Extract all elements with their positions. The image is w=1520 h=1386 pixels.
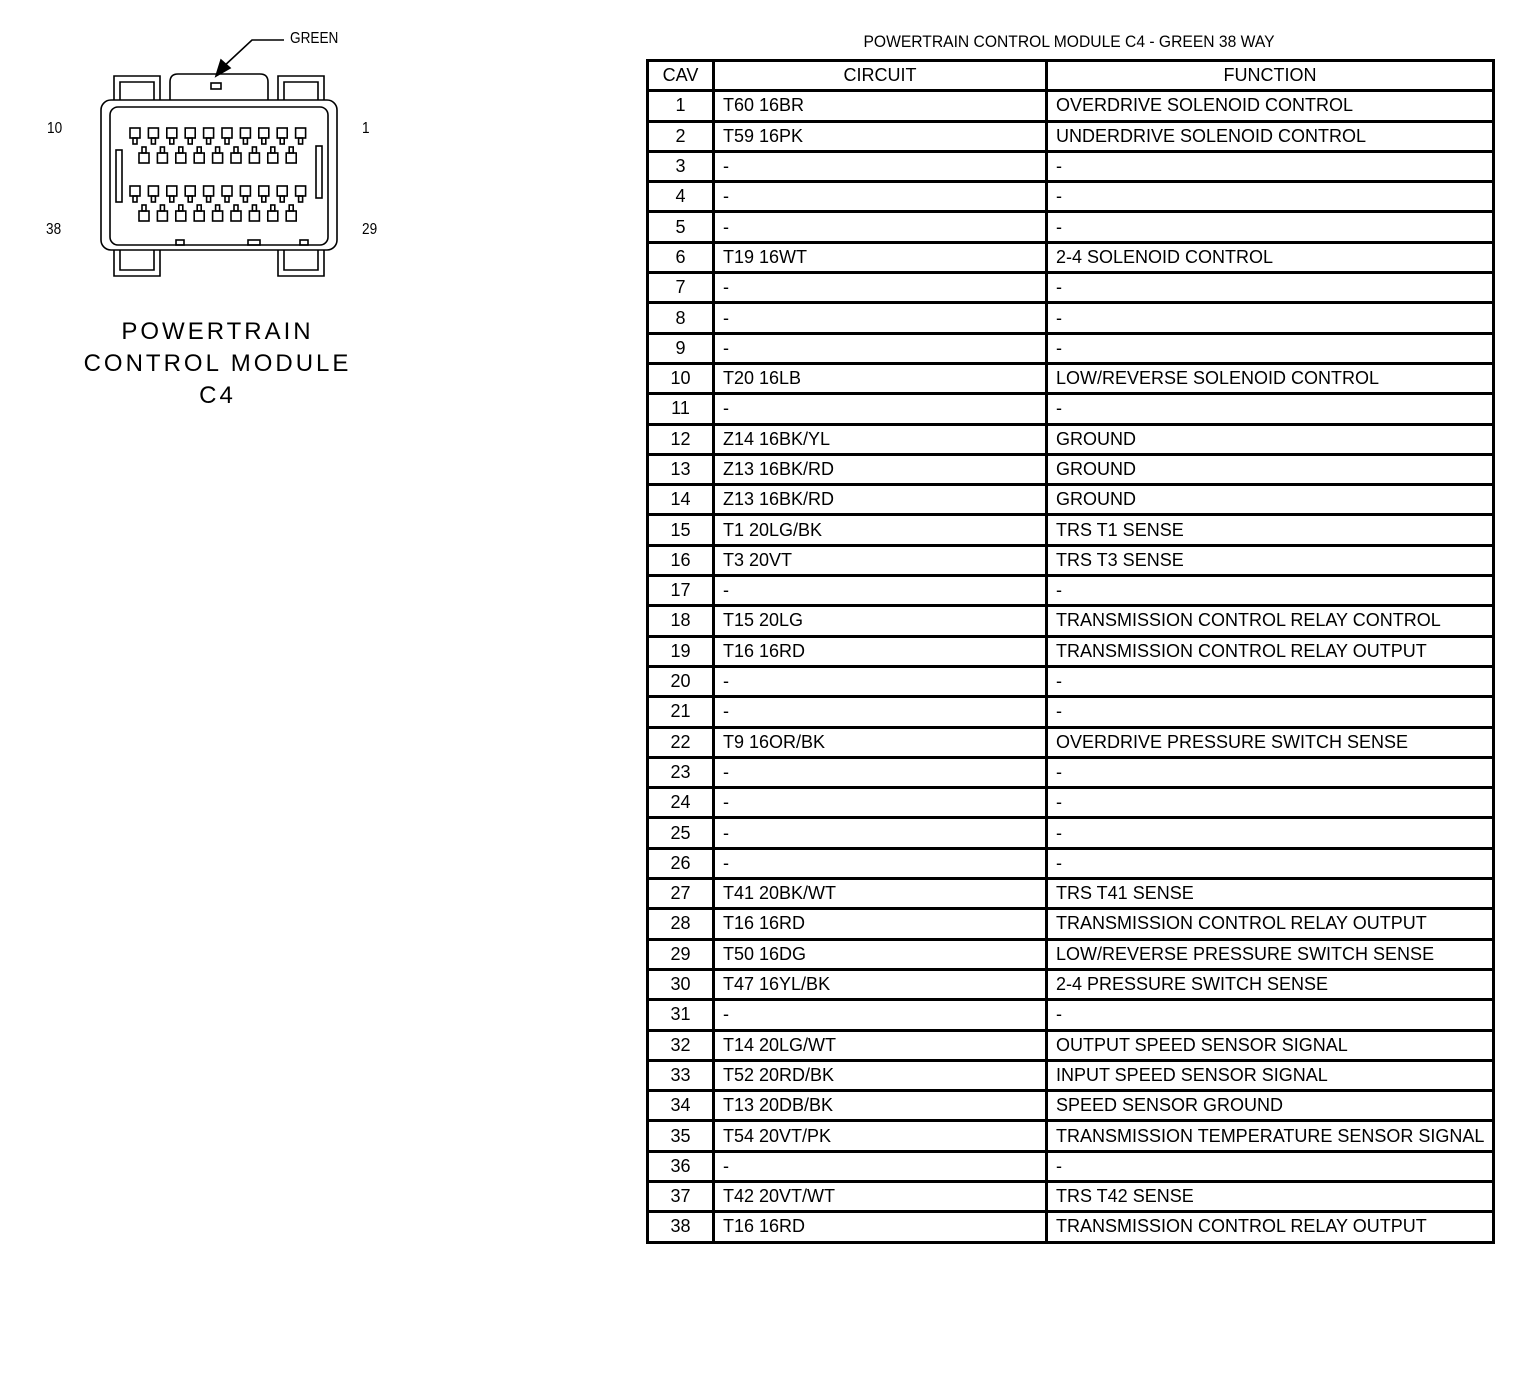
function-cell: - <box>1047 182 1494 212</box>
cav-cell: 17 <box>648 576 714 606</box>
pin-label-top-right: 1 <box>362 120 370 137</box>
connector-title-line-1: POWERTRAIN <box>121 318 314 345</box>
table-row <box>648 636 1494 666</box>
pin-cavity-terminal <box>243 138 247 144</box>
pin-cavity-terminal <box>160 205 164 211</box>
circuit-cell: Z13 16BK/RD <box>714 454 1047 484</box>
connector-tab <box>114 250 160 276</box>
pin-cavity <box>286 211 296 221</box>
pin-cavity <box>194 211 204 221</box>
pin-cavity <box>204 128 214 138</box>
circuit-cell: - <box>714 697 1047 727</box>
pin-cavity <box>277 186 287 196</box>
pin-cavity-terminal <box>188 138 192 144</box>
table-row <box>648 1151 1494 1181</box>
pin-cavity-terminal <box>216 205 220 211</box>
cav-cell: 27 <box>648 879 714 909</box>
table-row <box>648 91 1494 121</box>
circuit-cell: - <box>714 151 1047 181</box>
pin-cavity-terminal <box>188 196 192 202</box>
cav-cell: 38 <box>648 1212 714 1242</box>
cav-cell: 28 <box>648 909 714 939</box>
pin-cavity-terminal <box>142 147 146 153</box>
connector-title-line-3: C4 <box>199 382 236 409</box>
pinout-table-body <box>648 91 1494 1242</box>
pin-cavity <box>167 128 177 138</box>
table-row <box>648 576 1494 606</box>
pin-cavity <box>204 186 214 196</box>
cav-cell: 31 <box>648 1000 714 1030</box>
pin-cavity-terminal <box>252 147 256 153</box>
cav-cell: 33 <box>648 1060 714 1090</box>
pin-cavity <box>277 128 287 138</box>
circuit-cell: T47 16YL/BK <box>714 969 1047 999</box>
function-cell: - <box>1047 848 1494 878</box>
table-row <box>648 606 1494 636</box>
pin-cavity-terminal <box>262 196 266 202</box>
connector-color-label: GREEN <box>290 30 339 47</box>
pin-cavity-terminal <box>151 196 155 202</box>
function-cell: GROUND <box>1047 424 1494 454</box>
pin-cavity <box>213 153 223 163</box>
table-header-row <box>648 61 1494 91</box>
pin-cavity-terminal <box>207 138 211 144</box>
pin-cavity <box>259 128 269 138</box>
pin-cavity <box>296 128 306 138</box>
pin-cavity <box>296 186 306 196</box>
table-row <box>648 1060 1494 1090</box>
table-row <box>648 697 1494 727</box>
cav-cell: 24 <box>648 788 714 818</box>
color-leader-line <box>222 40 284 68</box>
function-cell: LOW/REVERSE SOLENOID CONTROL <box>1047 363 1494 393</box>
cav-cell: 1 <box>648 91 714 121</box>
circuit-cell: - <box>714 394 1047 424</box>
pin-cavity-terminal <box>179 147 183 153</box>
pin-cavity-terminal <box>197 147 201 153</box>
pin-cavity-terminal <box>225 196 229 202</box>
function-cell: LOW/REVERSE PRESSURE SWITCH SENSE <box>1047 939 1494 969</box>
pin-label-top-left: 10 <box>47 120 63 137</box>
pin-cavity-terminal <box>151 138 155 144</box>
pin-cavity-terminal <box>179 205 183 211</box>
cav-cell: 10 <box>648 363 714 393</box>
table-row <box>648 969 1494 999</box>
circuit-cell: T3 20VT <box>714 545 1047 575</box>
connector-tab <box>120 250 154 270</box>
table-row <box>648 1121 1494 1151</box>
pin-cavity-terminal <box>160 147 164 153</box>
cav-cell: 26 <box>648 848 714 878</box>
pin-cavity-terminal <box>271 147 275 153</box>
function-cell: - <box>1047 576 1494 606</box>
pin-cavity-terminal <box>170 196 174 202</box>
table-row <box>648 818 1494 848</box>
table-row <box>648 273 1494 303</box>
function-cell: GROUND <box>1047 485 1494 515</box>
table-row <box>648 424 1494 454</box>
table-row <box>648 242 1494 272</box>
pin-cavity <box>231 211 241 221</box>
cav-cell: 4 <box>648 182 714 212</box>
pin-label-bottom-left: 38 <box>46 221 62 238</box>
connector-tab <box>278 250 324 276</box>
cav-cell: 6 <box>648 242 714 272</box>
connector-tab <box>284 82 318 100</box>
circuit-cell: - <box>714 333 1047 363</box>
cav-cell: 7 <box>648 273 714 303</box>
connector-title-line-2: CONTROL MODULE <box>83 350 352 377</box>
function-cell: - <box>1047 788 1494 818</box>
function-cell: 2-4 PRESSURE SWITCH SENSE <box>1047 969 1494 999</box>
function-cell: - <box>1047 394 1494 424</box>
circuit-cell: T50 16DG <box>714 939 1047 969</box>
connector-notch <box>300 240 308 245</box>
function-cell: 2-4 SOLENOID CONTROL <box>1047 242 1494 272</box>
circuit-cell: T52 20RD/BK <box>714 1060 1047 1090</box>
cav-cell: 16 <box>648 545 714 575</box>
table-row <box>648 1030 1494 1060</box>
cav-cell: 2 <box>648 121 714 151</box>
table-row <box>648 363 1494 393</box>
circuit-cell: T13 20DB/BK <box>714 1091 1047 1121</box>
function-cell: - <box>1047 697 1494 727</box>
pin-cavity <box>222 128 232 138</box>
circuit-cell: T16 16RD <box>714 1212 1047 1242</box>
pin-cavity-terminal <box>225 138 229 144</box>
table-row <box>648 879 1494 909</box>
table-row <box>648 1000 1494 1030</box>
circuit-cell: - <box>714 273 1047 303</box>
cav-cell: 35 <box>648 1121 714 1151</box>
pin-cavity <box>231 153 241 163</box>
pin-cavity <box>222 186 232 196</box>
pin-cavity <box>176 153 186 163</box>
table-row <box>648 757 1494 787</box>
pin-cavity <box>268 211 278 221</box>
circuit-cell: T20 16LB <box>714 363 1047 393</box>
function-cell: GROUND <box>1047 454 1494 484</box>
circuit-cell: T15 20LG <box>714 606 1047 636</box>
pin-cavity-terminal <box>133 138 137 144</box>
pin-cavity <box>139 153 149 163</box>
function-cell: UNDERDRIVE SOLENOID CONTROL <box>1047 121 1494 151</box>
connector-side-guide <box>116 150 122 202</box>
function-cell: - <box>1047 212 1494 242</box>
function-cell: INPUT SPEED SENSOR SIGNAL <box>1047 1060 1494 1090</box>
pin-cavity <box>194 153 204 163</box>
header-function: FUNCTION <box>1047 61 1494 91</box>
connector-side-guide <box>316 146 322 198</box>
function-cell: OVERDRIVE PRESSURE SWITCH SENSE <box>1047 727 1494 757</box>
function-cell: TRS T42 SENSE <box>1047 1181 1494 1211</box>
cav-cell: 15 <box>648 515 714 545</box>
cav-cell: 37 <box>648 1181 714 1211</box>
pin-cavity <box>167 186 177 196</box>
function-cell: - <box>1047 757 1494 787</box>
circuit-cell: - <box>714 576 1047 606</box>
circuit-cell: - <box>714 666 1047 696</box>
circuit-cell: - <box>714 818 1047 848</box>
function-cell: TRS T1 SENSE <box>1047 515 1494 545</box>
connector-tab <box>114 76 160 100</box>
pin-cavity <box>249 211 259 221</box>
circuit-cell: T1 20LG/BK <box>714 515 1047 545</box>
table-row <box>648 333 1494 363</box>
pin-cavity <box>213 211 223 221</box>
connector-notch <box>176 240 184 245</box>
pin-cavity <box>249 153 259 163</box>
function-cell: - <box>1047 333 1494 363</box>
pin-cavity-terminal <box>216 147 220 153</box>
pin-cavity <box>286 153 296 163</box>
function-cell: - <box>1047 273 1494 303</box>
cav-cell: 34 <box>648 1091 714 1121</box>
connector-key <box>211 83 221 89</box>
pin-cavity <box>157 211 167 221</box>
pin-cavity-terminal <box>280 138 284 144</box>
cav-cell: 20 <box>648 666 714 696</box>
pin-cavity-terminal <box>252 205 256 211</box>
circuit-cell: T9 16OR/BK <box>714 727 1047 757</box>
circuit-cell: - <box>714 788 1047 818</box>
table-row <box>648 848 1494 878</box>
function-cell: - <box>1047 1000 1494 1030</box>
cav-cell: 30 <box>648 969 714 999</box>
pin-cavity <box>130 128 140 138</box>
pin-cavity-terminal <box>289 147 293 153</box>
circuit-cell: - <box>714 1000 1047 1030</box>
circuit-cell: Z14 16BK/YL <box>714 424 1047 454</box>
pin-cavity-terminal <box>234 147 238 153</box>
table-row <box>648 727 1494 757</box>
pin-cavity <box>259 186 269 196</box>
table-row <box>648 1181 1494 1211</box>
cav-cell: 32 <box>648 1030 714 1060</box>
pin-cavity-terminal <box>280 196 284 202</box>
cav-cell: 23 <box>648 757 714 787</box>
pin-cavity <box>139 211 149 221</box>
table-row <box>648 303 1494 333</box>
pin-cavity-terminal <box>289 205 293 211</box>
circuit-cell: - <box>714 848 1047 878</box>
table-row <box>648 151 1494 181</box>
pin-cavity-terminal <box>133 196 137 202</box>
circuit-cell: - <box>714 1151 1047 1181</box>
connector-notch <box>248 240 260 245</box>
pin-cavity <box>157 153 167 163</box>
circuit-cell: T14 20LG/WT <box>714 1030 1047 1060</box>
function-cell: - <box>1047 666 1494 696</box>
table-row <box>648 454 1494 484</box>
function-cell: TRANSMISSION CONTROL RELAY OUTPUT <box>1047 636 1494 666</box>
pin-cavity-terminal <box>207 196 211 202</box>
table-row <box>648 788 1494 818</box>
table-row <box>648 121 1494 151</box>
table-row <box>648 394 1494 424</box>
circuit-cell: T59 16PK <box>714 121 1047 151</box>
cav-cell: 18 <box>648 606 714 636</box>
cav-cell: 21 <box>648 697 714 727</box>
function-cell: OUTPUT SPEED SENSOR SIGNAL <box>1047 1030 1494 1060</box>
connector-tab <box>278 76 324 100</box>
cav-cell: 36 <box>648 1151 714 1181</box>
function-cell: TRANSMISSION CONTROL RELAY OUTPUT <box>1047 1212 1494 1242</box>
table-row <box>648 939 1494 969</box>
cav-cell: 19 <box>648 636 714 666</box>
circuit-cell: - <box>714 757 1047 787</box>
pin-cavity <box>130 186 140 196</box>
circuit-cell: T19 16WT <box>714 242 1047 272</box>
cav-cell: 14 <box>648 485 714 515</box>
function-cell: TRANSMISSION CONTROL RELAY OUTPUT <box>1047 909 1494 939</box>
circuit-cell: T16 16RD <box>714 909 1047 939</box>
pin-cavity-terminal <box>299 196 303 202</box>
connector-title <box>40 316 395 412</box>
pin-cavity-terminal <box>142 205 146 211</box>
table-row <box>648 485 1494 515</box>
pin-cavity-terminal <box>299 138 303 144</box>
function-cell: - <box>1047 1151 1494 1181</box>
pin-cavity-terminal <box>234 205 238 211</box>
circuit-cell: - <box>714 182 1047 212</box>
connector-latch <box>170 74 268 100</box>
circuit-cell: T41 20BK/WT <box>714 879 1047 909</box>
pin-cavity-terminal <box>197 205 201 211</box>
table-title: POWERTRAIN CONTROL MODULE C4 - GREEN 38 WAY <box>863 32 1275 51</box>
cav-cell: 29 <box>648 939 714 969</box>
cav-cell: 3 <box>648 151 714 181</box>
table-row <box>648 909 1494 939</box>
cav-cell: 11 <box>648 394 714 424</box>
pin-cavity <box>185 128 195 138</box>
function-cell: OVERDRIVE SOLENOID CONTROL <box>1047 91 1494 121</box>
pin-cavity-terminal <box>271 205 275 211</box>
function-cell: TRANSMISSION TEMPERATURE SENSOR SIGNAL <box>1047 1121 1494 1151</box>
table-row <box>648 182 1494 212</box>
cav-cell: 25 <box>648 818 714 848</box>
cav-cell: 13 <box>648 454 714 484</box>
circuit-cell: T60 16BR <box>714 91 1047 121</box>
table-row <box>648 1091 1494 1121</box>
function-cell: - <box>1047 818 1494 848</box>
pin-cavity-terminal <box>243 196 247 202</box>
pin-cavity <box>185 186 195 196</box>
table-row <box>648 515 1494 545</box>
pinout-table <box>646 59 1495 1244</box>
cav-cell: 9 <box>648 333 714 363</box>
table-row <box>648 212 1494 242</box>
pin-cavity <box>148 128 158 138</box>
connector-tab <box>284 250 318 270</box>
function-cell: TRS T3 SENSE <box>1047 545 1494 575</box>
connector-tab <box>120 82 154 100</box>
pin-cavity <box>148 186 158 196</box>
circuit-cell: Z13 16BK/RD <box>714 485 1047 515</box>
circuit-cell: - <box>714 303 1047 333</box>
pin-cavity-terminal <box>262 138 266 144</box>
cav-cell: 5 <box>648 212 714 242</box>
connector-housing <box>101 100 337 250</box>
pin-cavity <box>176 211 186 221</box>
function-cell: TRANSMISSION CONTROL RELAY CONTROL <box>1047 606 1494 636</box>
function-cell: TRS T41 SENSE <box>1047 879 1494 909</box>
pin-cavity-terminal <box>170 138 174 144</box>
table-row <box>648 545 1494 575</box>
pin-cavity <box>240 186 250 196</box>
pin-label-bottom-right: 29 <box>362 221 378 238</box>
header-cav: CAV <box>648 61 714 91</box>
pin-cavity <box>240 128 250 138</box>
circuit-cell: - <box>714 212 1047 242</box>
cav-cell: 22 <box>648 727 714 757</box>
table-row <box>648 1212 1494 1242</box>
function-cell: SPEED SENSOR GROUND <box>1047 1091 1494 1121</box>
circuit-cell: T42 20VT/WT <box>714 1181 1047 1211</box>
circuit-cell: T54 20VT/PK <box>714 1121 1047 1151</box>
cav-cell: 12 <box>648 424 714 454</box>
circuit-cell: T16 16RD <box>714 636 1047 666</box>
pin-cavity <box>268 153 278 163</box>
table-row <box>648 666 1494 696</box>
function-cell: - <box>1047 303 1494 333</box>
header-circuit: CIRCUIT <box>714 61 1047 91</box>
connector-diagram <box>0 0 440 430</box>
cav-cell: 8 <box>648 303 714 333</box>
function-cell: - <box>1047 151 1494 181</box>
